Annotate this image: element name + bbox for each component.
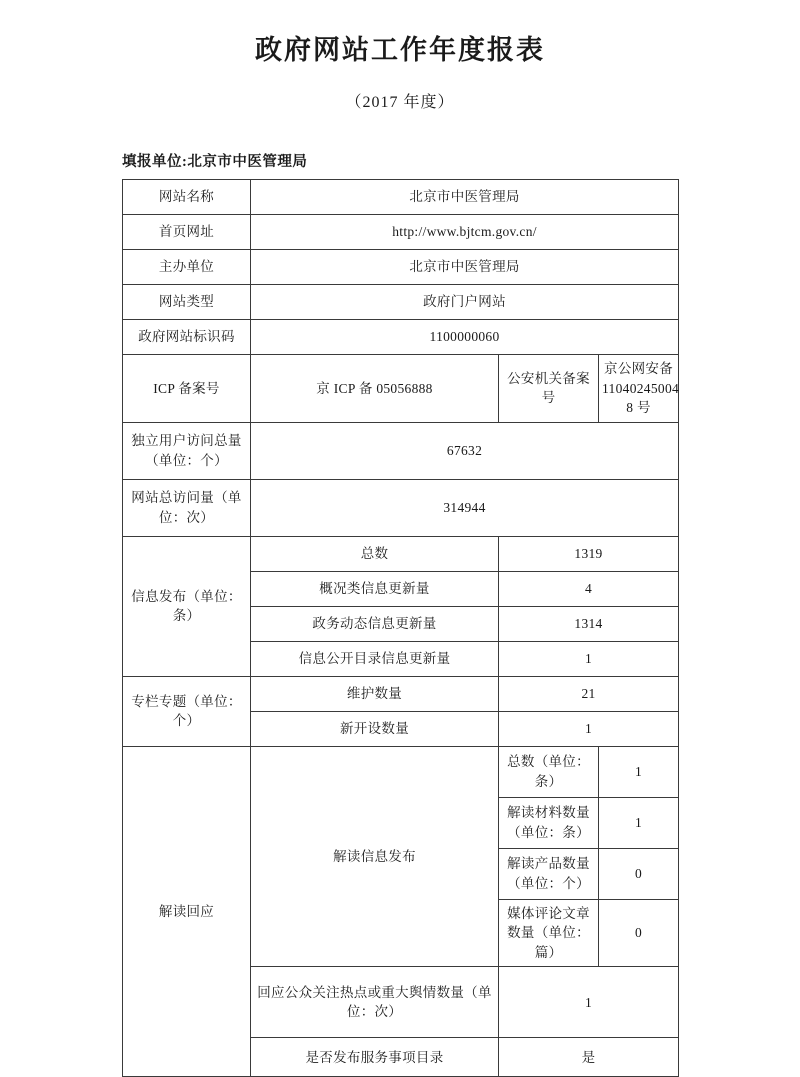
interpret-response-label: 解读回应: [123, 746, 251, 1077]
sponsor-label: 主办单位: [123, 250, 251, 285]
response-hot-label: 回应公众关注热点或重大舆情数量（单位：次）: [251, 967, 499, 1038]
table-row: [123, 422, 679, 479]
gov-id-label: 政府网站标识码: [123, 320, 251, 355]
interpret-product-label: 解读产品数量（单位：个）: [499, 848, 599, 899]
table-row: [123, 285, 679, 320]
total-visits-label: 网站总访问量（单位：次）: [123, 479, 251, 536]
info-overview-value: 4: [499, 571, 679, 606]
gov-id-value: 1100000060: [251, 320, 679, 355]
page-subtitle: （2017 年度）: [345, 94, 455, 111]
table-row: [123, 320, 679, 355]
column-new-label: 新开设数量: [251, 711, 499, 746]
info-total-value: 1319: [499, 536, 679, 571]
info-dynamic-value: 1314: [499, 606, 679, 641]
table-row: [123, 479, 679, 536]
info-overview-label: 概况类信息更新量: [251, 571, 499, 606]
table-row: [123, 676, 679, 711]
service-catalog-value: 是: [499, 1038, 679, 1077]
site-type-label: 网站类型: [123, 285, 251, 320]
annual-report-table: [122, 179, 679, 1077]
info-total-label: 总数: [251, 536, 499, 571]
info-dynamic-label: 政务动态信息更新量: [251, 606, 499, 641]
reporting-unit: 填报单位:北京市中医管理局: [122, 154, 308, 170]
page-title: 政府网站工作年度报表: [255, 35, 545, 65]
column-maintain-value: 21: [499, 676, 679, 711]
interpret-material-value: 1: [599, 797, 679, 848]
document-page: [0, 28, 800, 1065]
unique-visitors-value: 67632: [251, 422, 679, 479]
site-type-value: 政府门户网站: [251, 285, 679, 320]
interpret-product-value: 0: [599, 848, 679, 899]
response-hot-value: 1: [499, 967, 679, 1038]
site-name-label: 网站名称: [123, 180, 251, 215]
unique-visitors-label: 独立用户访问总量（单位：个）: [123, 422, 251, 479]
column-topic-label: 专栏专题（单位：个）: [123, 676, 251, 746]
table-row: [123, 180, 679, 215]
icp-label: ICP 备案号: [123, 355, 251, 423]
homepage-value: http://www.bjtcm.gov.cn/: [251, 215, 679, 250]
column-maintain-label: 维护数量: [251, 676, 499, 711]
site-name-value: 北京市中医管理局: [251, 180, 679, 215]
table-row: [123, 250, 679, 285]
total-visits-value: 314944: [251, 479, 679, 536]
sponsor-value: 北京市中医管理局: [251, 250, 679, 285]
icp-value: 京 ICP 备 05056888: [251, 355, 499, 423]
service-catalog-label: 是否发布服务事项目录: [251, 1038, 499, 1077]
table-row: [123, 746, 679, 797]
table-row: [123, 536, 679, 571]
homepage-label: 首页网址: [123, 215, 251, 250]
info-catalog-value: 1: [499, 641, 679, 676]
column-new-value: 1: [499, 711, 679, 746]
table-row: [123, 355, 679, 423]
police-record-label: 公安机关备案号: [499, 355, 599, 423]
interpret-media-value: 0: [599, 899, 679, 967]
info-publish-label: 信息发布（单位：条）: [123, 536, 251, 676]
interpret-total-value: 1: [599, 746, 679, 797]
interpret-total-label: 总数（单位：条）: [499, 746, 599, 797]
info-catalog-label: 信息公开目录信息更新量: [251, 641, 499, 676]
interpret-material-label: 解读材料数量（单位：条）: [499, 797, 599, 848]
interpret-publish-label: 解读信息发布: [251, 746, 499, 967]
table-row: [123, 215, 679, 250]
police-record-value: 京公网安备 11040245004 8 号: [599, 355, 679, 423]
interpret-media-label: 媒体评论文章数量（单位：篇）: [499, 899, 599, 967]
